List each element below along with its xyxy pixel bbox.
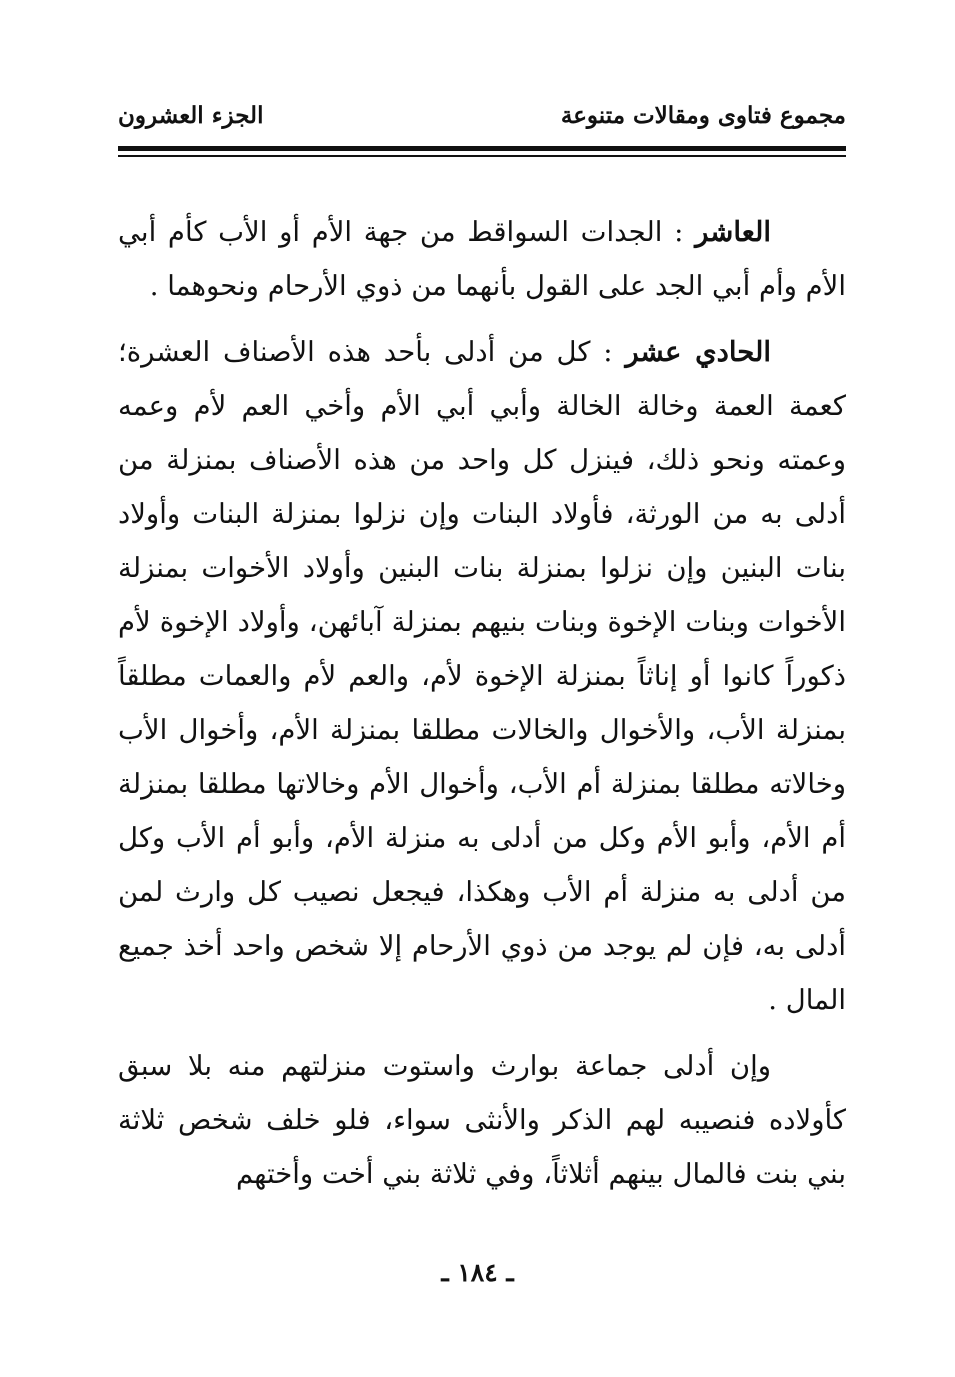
page-body <box>118 205 846 1213</box>
paragraph-text: : الجدات السواقط من جهة الأم أو الأب كأم أبي الأم وأم أبي الجد على القول بأنهما من ذوي الأرحام ونحوهما . <box>118 216 846 302</box>
paragraph-continuation <box>118 1039 846 1201</box>
paragraph-eleventh <box>118 325 846 1027</box>
paragraph-tenth <box>118 205 846 313</box>
page-number: ـ ١٨٤ ـ <box>441 1258 514 1287</box>
header-rule-thick <box>118 146 846 151</box>
paragraph-term: العاشر <box>695 216 771 248</box>
paragraph-text: : كل من أدلى بأحد هذه الأصناف العشرة؛ كعمة العمة وخالة الخالة وأبي أبي الأم وأخي العم لأم وعمه وعمته ونحو ذلك، فينزل كل واحد من هذه الأصناف بمنزلة من أدلى به من الورثة، فأولاد البنات وإن نزلوا بمنزلة البنات وأولاد بنات البنين وإن نزلوا بمنزلة بنات البنين وأولاد الأخوات بمنزلة الأخوات وبنات الإخوة وبنات بنيهم بمنزلة آبائهن، وأولاد الإخوة لأم ذكوراً كانوا أو إناثاً بمنزلة الإخوة لأم، والعم لأم والعمات مطلقاً بمنزلة الأب، والأخوال والخالات مطلقا بمنزلة الأم، وأخوال الأب وخالاته مطلقا بمنزلة أم الأب، وأخوال الأم وخالاتها مطلقا بمنزلة أم الأم، وأبو الأم وكل من أدلى به منزلة الأم، وأبو أم الأب وكل من أدلى به منزلة أم الأب وهكذا، فيجعل نصيب كل وارث لمن أدلى به، فإن لم يوجد من ذوي الأرحام إلا شخص واحد أخذ جميع المال . <box>118 336 846 1016</box>
book-title: مجموع فتاوى ومقالات متنوعة <box>560 102 846 129</box>
volume-label: الجزء العشرون <box>118 102 264 129</box>
paragraph-term: الحادي عشر <box>625 336 772 368</box>
running-header <box>118 102 846 142</box>
paragraph-text: وإن أدلى جماعة بوارث واستوت منزلتهم منه بلا سبق كأولاده فنصيبه لهم الذكر والأنثى سواء، فلو خلف شخص ثلاثة بني بنت فالمال بينهم أثلاثاً، وفي ثلاثة بني أخت وأختهم <box>118 1050 846 1190</box>
header-rule-thin <box>118 155 846 157</box>
